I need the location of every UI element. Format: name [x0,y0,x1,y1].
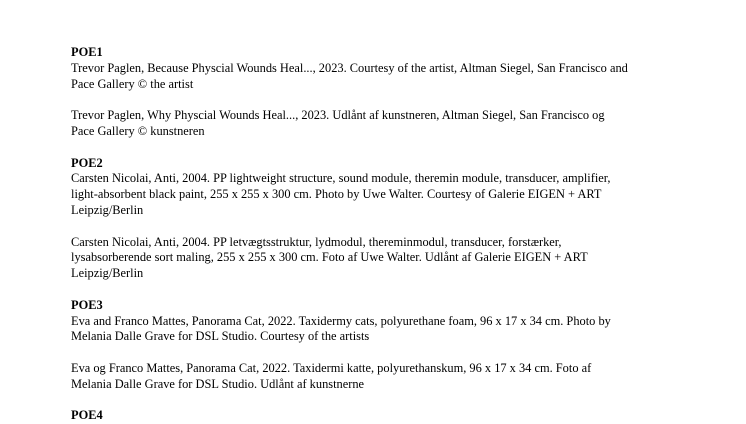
caption-english: Carsten Nicolai, Anti, 2004. PP lightweight structure, sound module, theremin module, transducer, amplifier, light-absorbent black paint, 255 x 255 x 300 cm. Photo by Uwe Walter. Courtesy of Galerie EIGEN + ART Leipzig/Berlin [71,171,611,217]
caption-danish: Carsten Nicolai, Anti, 2004. PP letvægtsstruktur, lydmodul, thereminmodul, transducer, forstærker, lysabsorberende sort maling, 255 x 255 x 300 cm. Foto af Uwe Walter. Udlånt af Galerie EIGEN + ART Leipzig/Berlin [71,234,588,281]
section-title: POE3 [71,297,103,312]
caption-english: Trevor Paglen, Because Physcial Wounds Heal..., 2023. Courtesy of the artist, Altman Siegel, San Francisco and Pace Gallery © the artist [71,60,628,91]
section-title: POE4 [71,408,103,423]
caption-english: Eva and Franco Mattes, Panorama Cat, 2022. Taxidermy cats, polyurethane foam, 96 x 17 x 34 cm. Photo by Melania Dalle Grave for DSL Studio. Courtesy of the artists [71,313,611,344]
document-body [71,45,631,424]
section-poe2 [71,156,631,298]
section-poe1 [71,45,631,156]
section-poe3 [71,298,631,409]
section-title: POE2 [71,155,103,170]
section-poe4 [71,408,631,424]
caption-danish: Eva og Franco Mattes, Panorama Cat, 2022. Taxidermi katte, polyurethanskum, 96 x 17 x 34 cm. Foto af Melania Dalle Grave for DSL Studio. Udlånt af kunstnerne [71,360,592,391]
section-title: POE1 [71,45,103,59]
caption-danish: Trevor Paglen, Why Physcial Wounds Heal..., 2023. Udlånt af kunstneren, Altman Siegel, San Francisco og Pace Gallery © kunstneren [71,108,605,138]
